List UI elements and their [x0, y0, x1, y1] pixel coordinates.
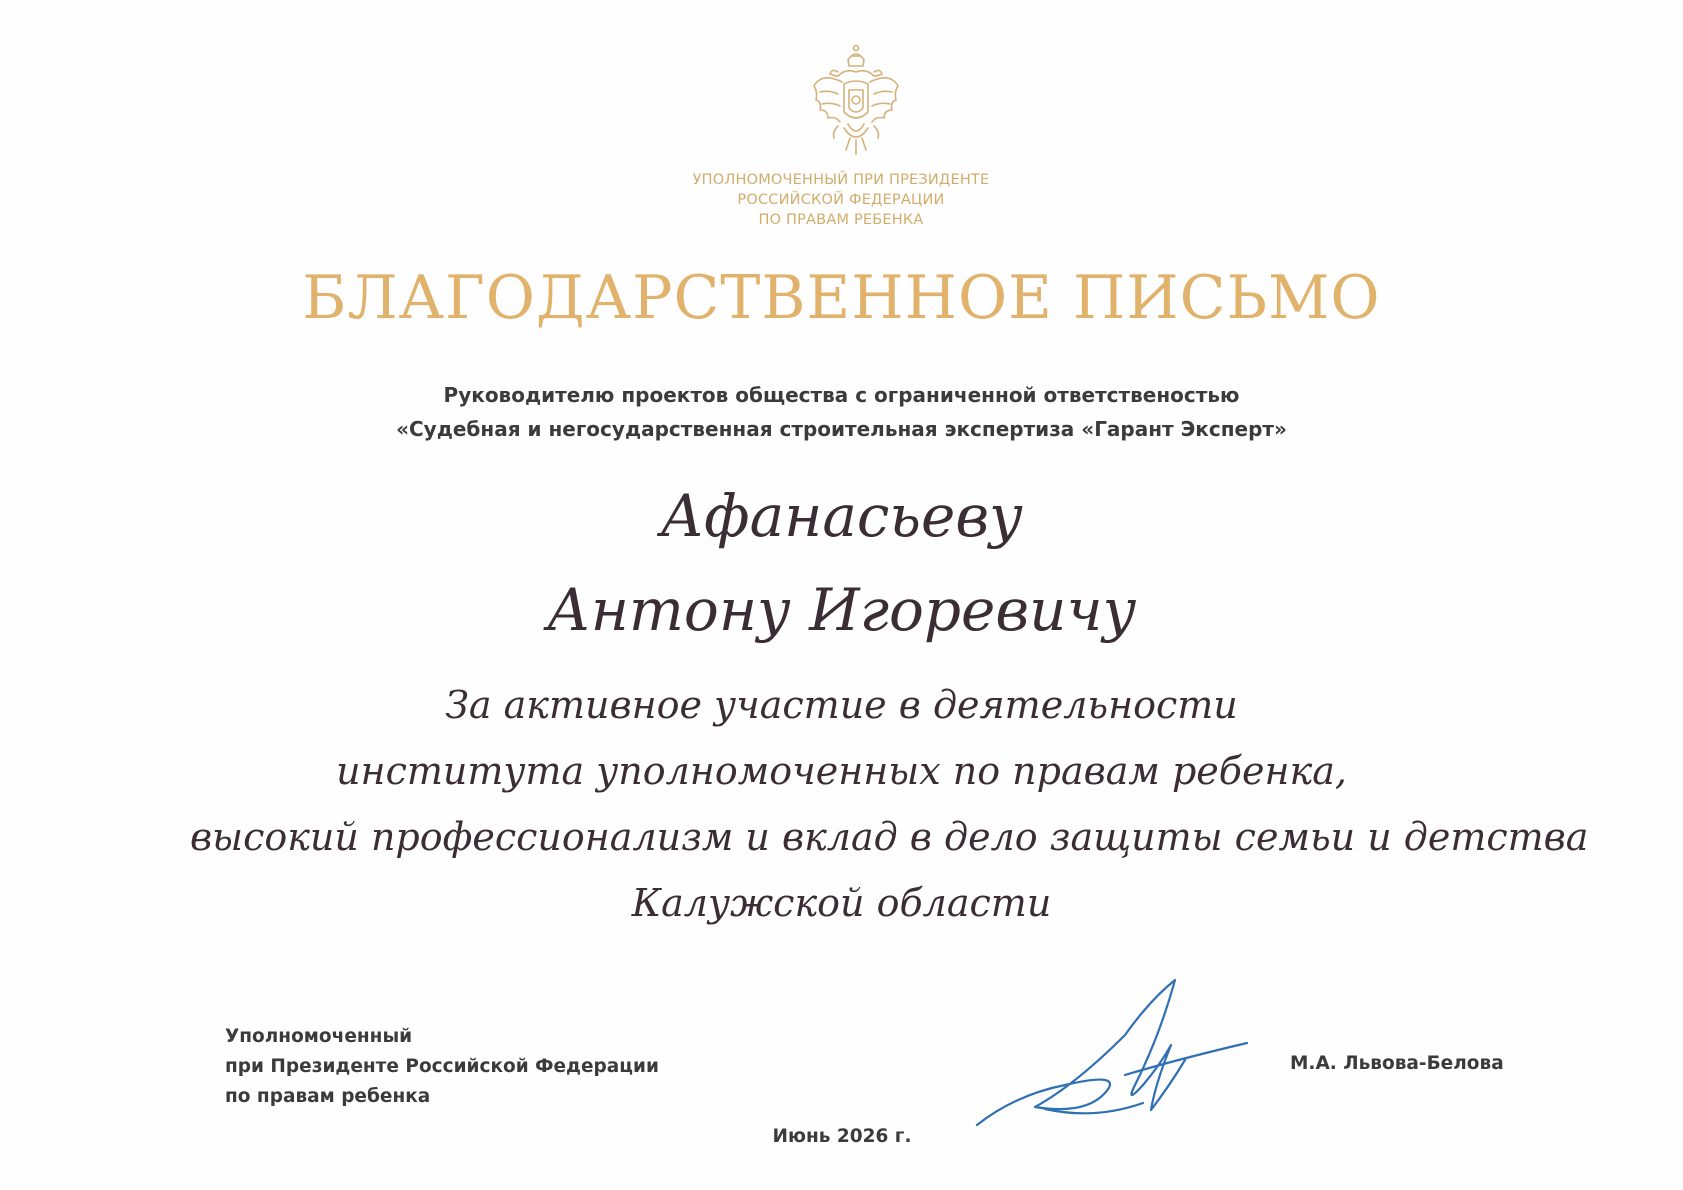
- signer-title: [225, 1022, 659, 1112]
- award-reason-line: высокий профессионализм и вклад в дело защиты семьи и детства: [190, 815, 1589, 859]
- organization-name: [641, 170, 1041, 230]
- award-reason-line: института уполномоченных по правам ребенка,: [336, 749, 1347, 793]
- organization-line: УПОЛНОМОЧЕННЫЙ ПРИ ПРЕЗИДЕНТЕ: [692, 172, 990, 188]
- recipient-given-names: Антону Игоревичу: [546, 576, 1137, 644]
- recipient-position-line: «Судебная и негосударственная строительная экспертиза «Гарант Эксперт»: [396, 417, 1287, 441]
- document-date: Июнь 2026 г.: [772, 1126, 912, 1147]
- award-reason-line: За активное участие в деятельности: [445, 683, 1238, 727]
- signer-name: М.А. Львова-Белова: [1290, 1053, 1504, 1074]
- recipient-surname: Афанасьеву: [660, 482, 1023, 550]
- signer-title-line: при Президенте Российской Федерации: [225, 1056, 659, 1077]
- recipient-position-line: Руководителю проектов общества с ограниченной ответственостью: [443, 383, 1240, 407]
- signer-title-line: по правам ребенка: [225, 1086, 431, 1107]
- double-headed-eagle-emblem-icon: [808, 42, 904, 160]
- handwritten-signature-icon: [975, 975, 1250, 1135]
- document-title: БЛАГОДАРСТВЕННОЕ ПИСЬМО: [302, 263, 1381, 333]
- organization-line: ПО ПРАВАМ РЕБЕНКА: [758, 212, 924, 228]
- signer-title-line: Уполномоченный: [225, 1026, 413, 1047]
- award-reason-line: Калужской области: [631, 881, 1052, 925]
- award-reason: [190, 672, 1589, 936]
- recipient-position: [240, 378, 1443, 446]
- organization-line: РОССИЙСКОЙ ФЕДЕРАЦИИ: [737, 192, 945, 208]
